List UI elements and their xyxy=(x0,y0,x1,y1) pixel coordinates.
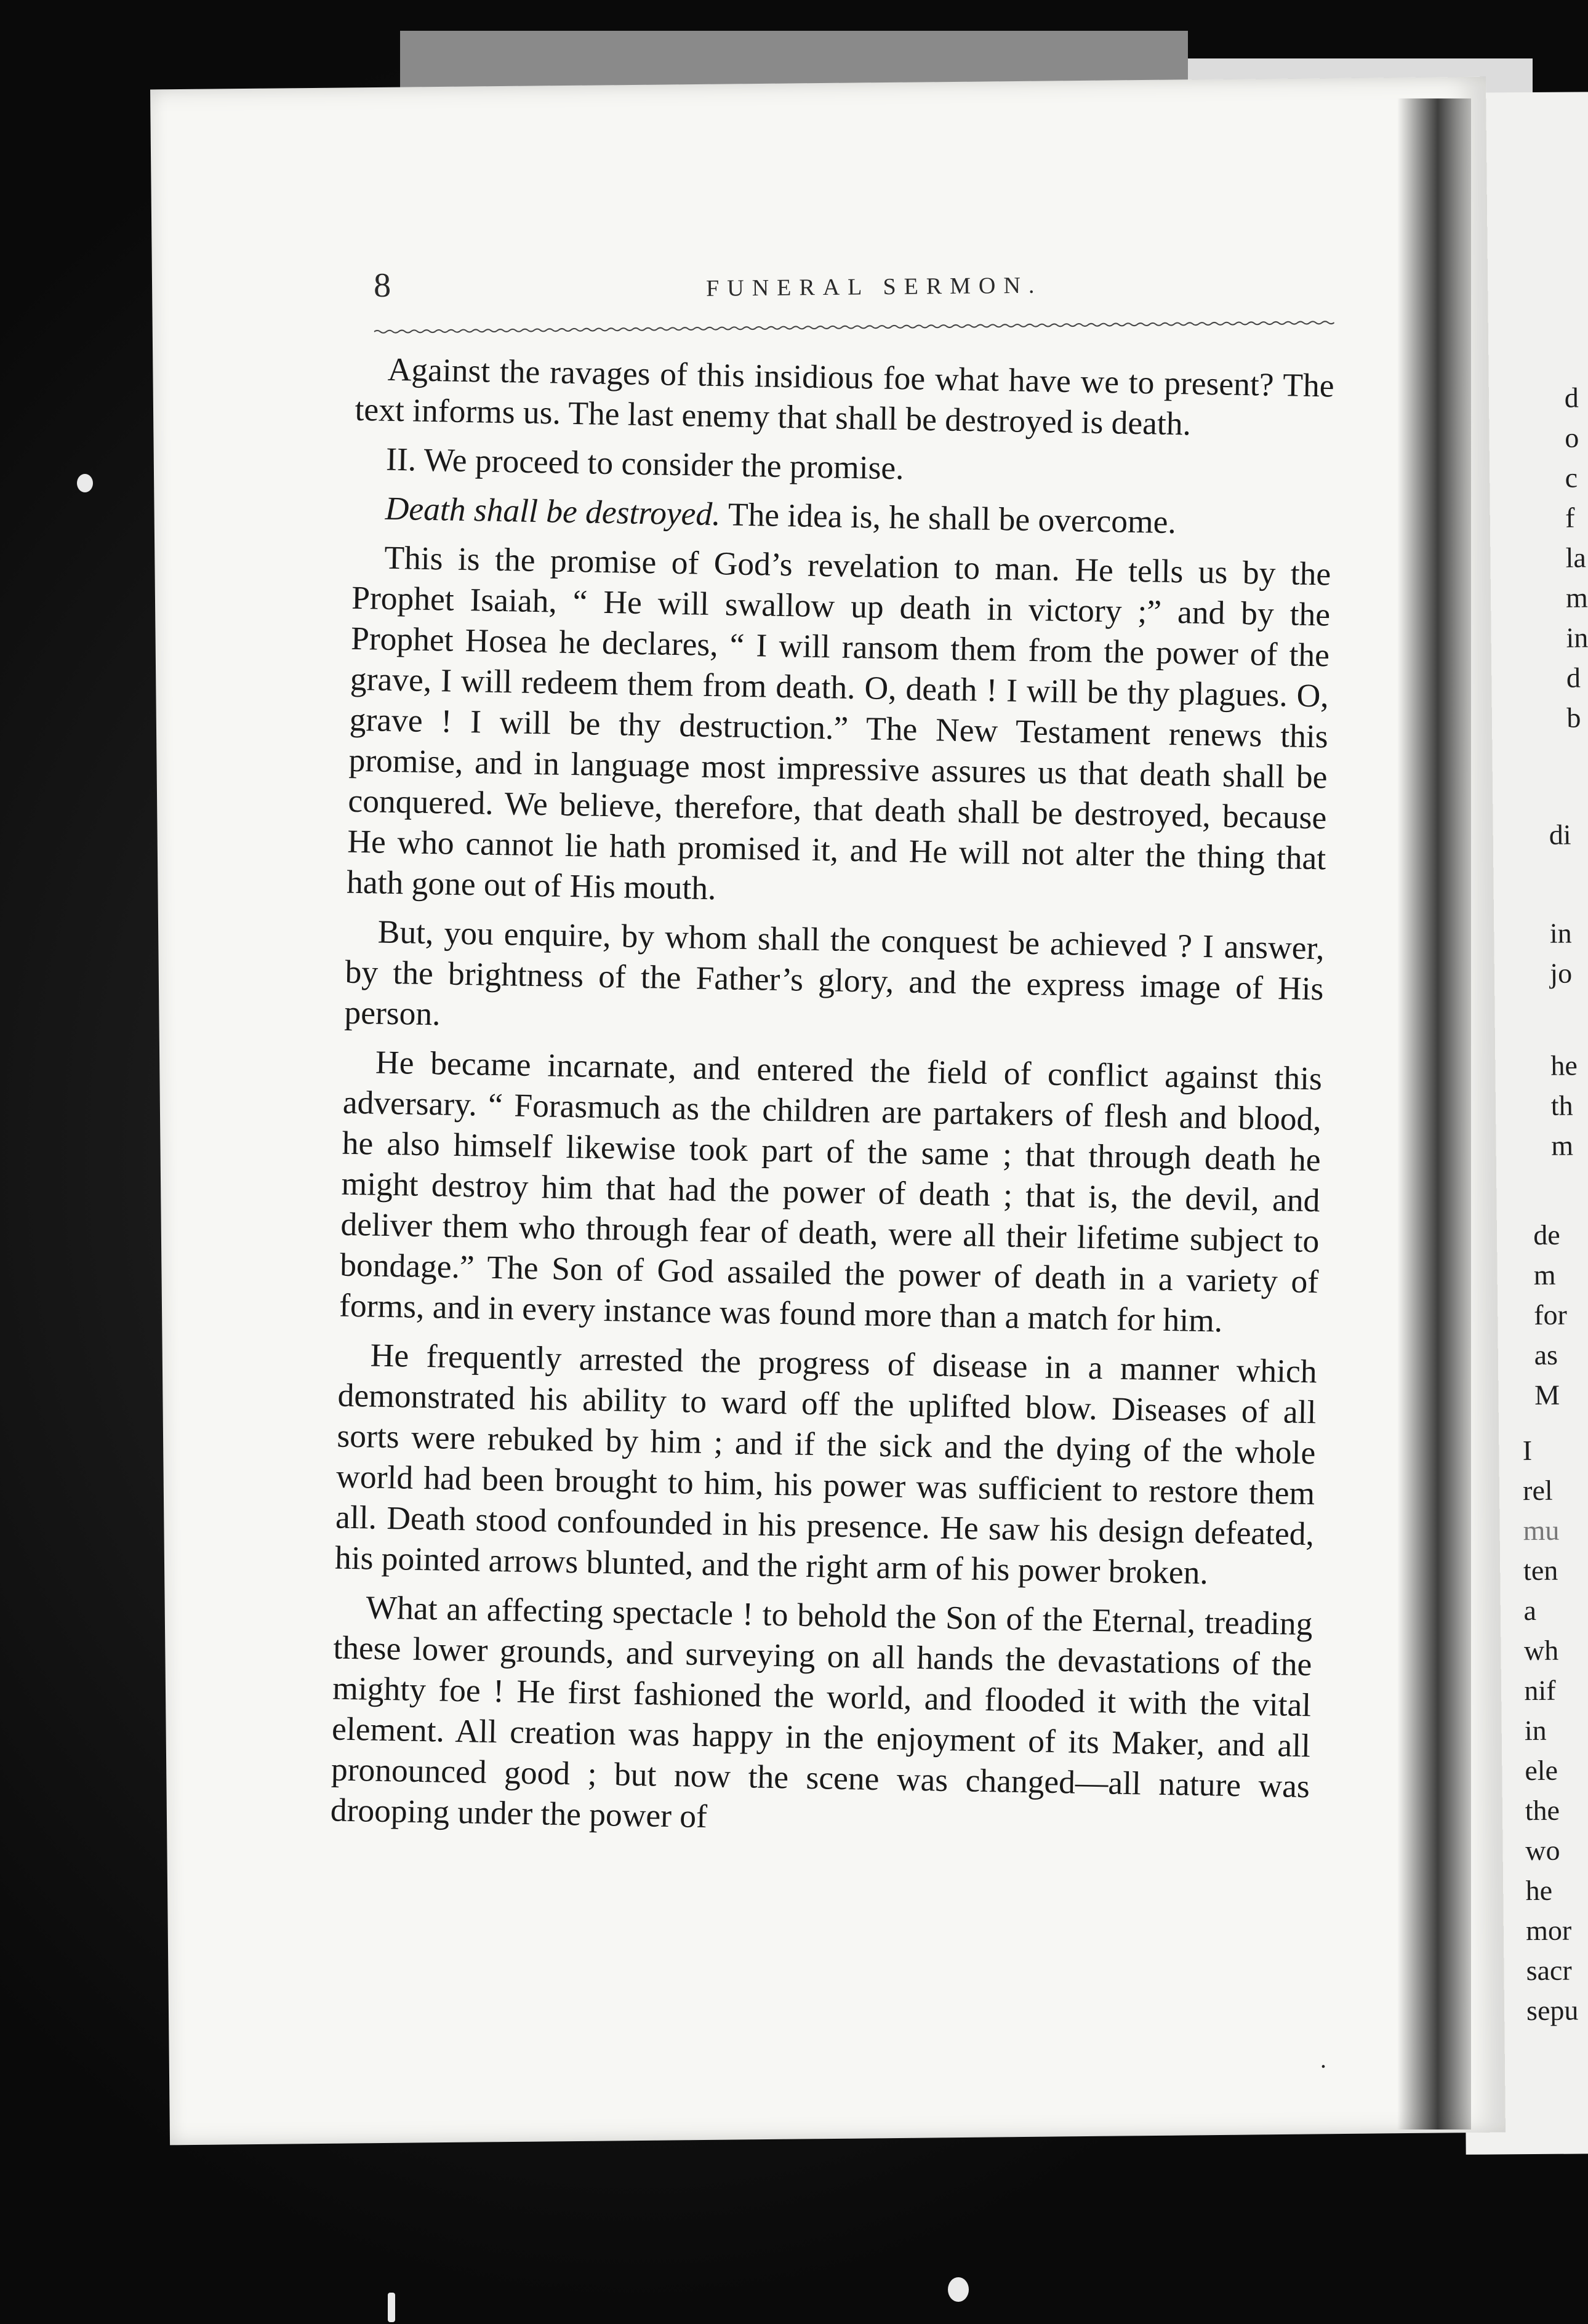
paragraph: He became incarnate, and entered the field of conflict against this adversary. “ Forasmuch as the children are partakers of flesh and blood, he also himself likewise took part of the same ; that through death he might destroy him that had the power of death ; that is, the devil, and deliver them who through fear of death, were all their lifetime subject to bondage.” The Son of God assailed the power of death in a variety of forms, and in every instance was found more than a match for him. xyxy=(339,1043,1323,1339)
facing-page-fragment: la xyxy=(1565,542,1586,574)
facing-page-fragment: m xyxy=(1565,582,1588,614)
facing-page-fragment: f xyxy=(1565,502,1575,534)
facing-page-fragment: di xyxy=(1549,819,1571,851)
dust-speck xyxy=(948,2277,969,2302)
facing-page-fragment: c xyxy=(1565,462,1578,494)
facing-page-fragment: ten xyxy=(1523,1554,1558,1587)
facing-page-fragment: he xyxy=(1550,1049,1578,1081)
page-number: 8 xyxy=(373,266,391,305)
facing-page-fragment: in xyxy=(1549,917,1572,949)
facing-page-fragment: de xyxy=(1533,1219,1560,1251)
facing-page-fragment: th xyxy=(1550,1089,1573,1121)
paragraph: But, you enquire, by whom shall the conquest be achieved ? I answer, by the brightness of the Father’s glory, and the express image of His person. xyxy=(344,913,1325,1033)
facing-page-fragment: m xyxy=(1533,1259,1556,1291)
paragraph xyxy=(353,487,1332,545)
facing-page-fragment: sepu xyxy=(1526,1994,1579,2027)
paragraph: Against the ravages of this insidious foe what have we to present? The text informs us. The last enemy that shall be destroyed is death. xyxy=(355,350,1335,443)
facing-page-fragment: d xyxy=(1564,382,1579,414)
facing-page-fragment: m xyxy=(1551,1129,1574,1161)
paragraph: II. We proceed to consider the promise. xyxy=(385,440,905,487)
facing-page-fragment: in xyxy=(1566,622,1588,654)
facing-page-fragment: he xyxy=(1525,1874,1553,1907)
trailing-mark: . xyxy=(1320,2045,1327,2074)
facing-page-fragment: M xyxy=(1534,1379,1560,1411)
paragraph: What an affecting spectacle ! to behold the Son of the Eternal, treading these lower grounds, and surveying on all hands the devastations of the mighty foe ! He first fashioned the world, and flooded it with the vital element. All creation was happy in the enjoyment of its Maker, and all pronounced good ; but now the scene was changed—all nature was drooping under the power of xyxy=(330,1589,1313,1835)
facing-page-fragment: in xyxy=(1524,1714,1547,1747)
facing-page-fragment: I xyxy=(1522,1435,1533,1467)
dust-speck xyxy=(77,474,93,492)
facing-page-fragment: d xyxy=(1566,662,1581,694)
facing-page-fragment: b xyxy=(1566,702,1581,734)
facing-page-fragment: a xyxy=(1523,1594,1537,1627)
facing-page-fragment: for xyxy=(1533,1299,1567,1331)
paragraph-rest: The idea is, he shall be overcome. xyxy=(720,495,1177,541)
facing-page-fragment: wh xyxy=(1523,1634,1559,1667)
running-head: FUNERAL SERMON. xyxy=(705,272,1043,302)
book-page xyxy=(150,77,1506,2146)
facing-page-fragment: as xyxy=(1534,1339,1558,1371)
paragraph: This is the promise of God’s revelation to man. He tells us by the Prophet Isaiah, “ He will swallow up death in victory ;” and by the Prophet Hosea he declares, “ I will ransom them from the power of the grave, I will redeem them from death. O, death ! I will be thy plagues. O, grave ! I will be thy destruction.” The New Testament renews this promise, and in language most impressive assures us that death shall be conquered. We believe, therefore, that death shall be destroyed, because He who cannot lie hath promised it, and He will not alter the thing that hath gone out of His mouth. xyxy=(346,539,1331,907)
wavy-rule xyxy=(374,320,1334,334)
facing-page-fragment: jo xyxy=(1550,957,1573,989)
facing-page-fragment: sacr xyxy=(1526,1954,1572,1987)
facing-page-fragment: nif xyxy=(1524,1674,1556,1707)
sermon-text xyxy=(330,348,1334,1856)
facing-page-fragment: mu xyxy=(1523,1514,1560,1547)
facing-page-fragment: wo xyxy=(1525,1834,1560,1867)
facing-page-fragment: rel xyxy=(1522,1474,1553,1507)
dust-speck xyxy=(388,2293,395,2322)
binding-shadow xyxy=(1397,98,1471,2130)
facing-page-fragment: o xyxy=(1565,422,1579,454)
paragraph: He frequently arrested the progress of disease in a manner which demonstrated his ability to ward off the uplifted blow. Diseases of all sorts were rebuked by him ; and if the sick and the dying of the whole world had been brought to him, his power was sufficient to restore them all. Death stood confounded in his presence. He saw his design defeated, his pointed arrows blunted, and the right arm of his power broken. xyxy=(334,1336,1318,1592)
facing-page-fragment: the xyxy=(1525,1794,1560,1827)
facing-page-fragment: mor xyxy=(1525,1914,1572,1947)
italic-lead: Death shall be destroyed. xyxy=(385,489,721,533)
facing-page-fragment: ele xyxy=(1525,1754,1558,1787)
